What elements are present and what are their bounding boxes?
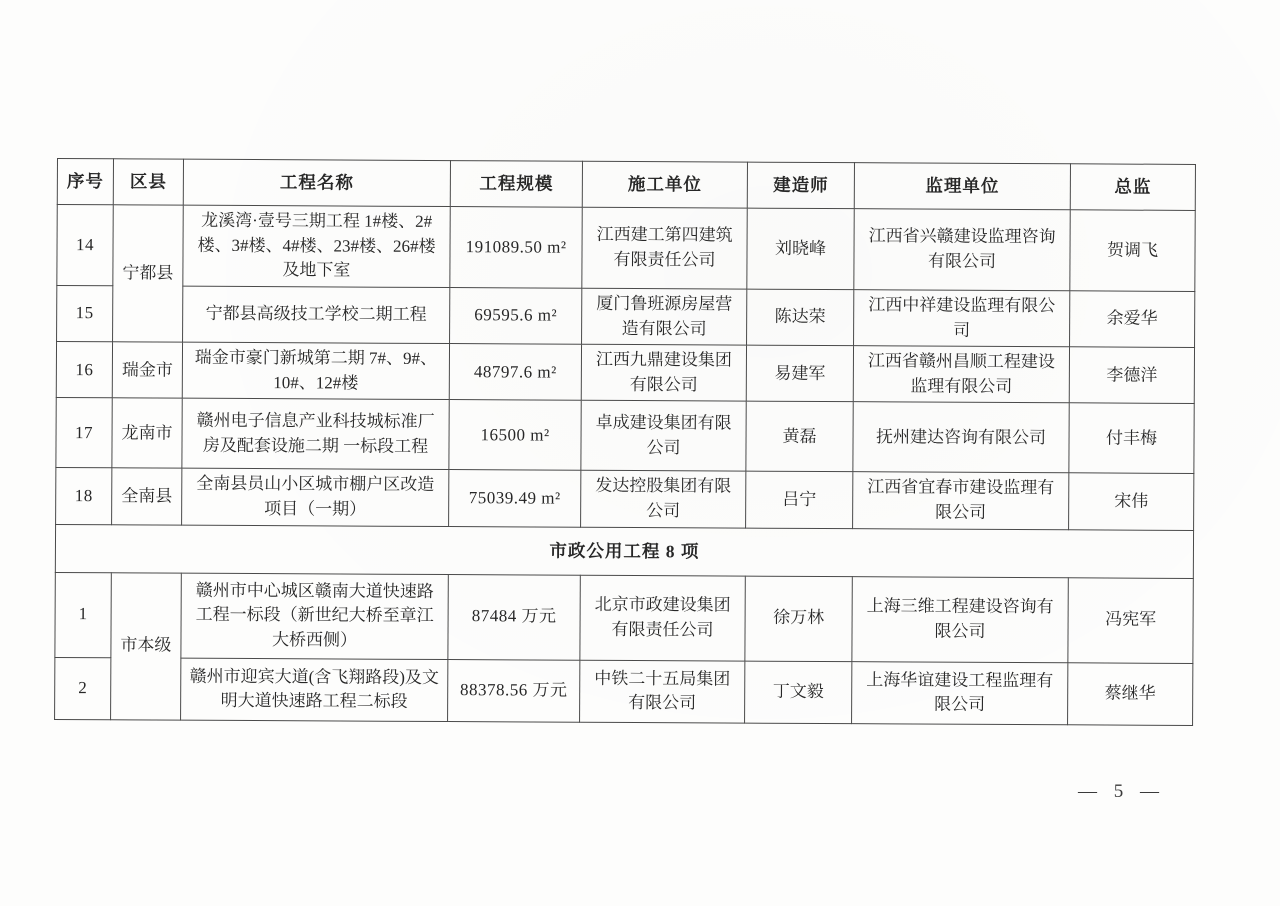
section-divider-label: 市政公用工程 8 项	[55, 524, 1193, 578]
cell-supervisor: 上海华谊建设工程监理有限公司	[852, 661, 1068, 724]
cell-supervisor: 上海三维工程建设咨询有限公司	[852, 576, 1068, 662]
cell-builder: 吕宁	[746, 472, 853, 529]
cell-no: 1	[55, 572, 111, 657]
table-row	[56, 342, 1194, 404]
projects-table	[54, 158, 1197, 726]
header-builder: 建造师	[747, 162, 854, 209]
cell-scale: 48797.6 m²	[449, 344, 581, 401]
cell-scale: 88378.56 万元	[448, 659, 580, 722]
cell-district: 龙南市	[112, 398, 182, 468]
cell-chief: 宋伟	[1069, 473, 1194, 530]
header-contractor: 施工单位	[582, 161, 747, 208]
page-number: — 5 —	[1078, 781, 1165, 802]
cell-builder: 丁文毅	[745, 661, 852, 724]
cell-project-name: 赣州电子信息产业科技城标准厂房及配套设施二期 一标段工程	[182, 399, 449, 470]
cell-contractor: 中铁二十五局集团有限公司	[580, 660, 745, 723]
table-row	[55, 657, 1193, 725]
cell-no: 15	[57, 285, 113, 342]
cell-builder: 刘晓峰	[747, 208, 854, 289]
cell-supervisor: 抚州建达咨询有限公司	[853, 402, 1069, 473]
cell-scale: 87484 万元	[448, 574, 580, 660]
header-project-name: 工程名称	[183, 159, 450, 206]
cell-builder: 黄磊	[746, 402, 853, 473]
cell-contractor: 发达控股集团有限公司	[581, 471, 746, 528]
cell-contractor: 厦门鲁班源房屋营造有限公司	[582, 288, 747, 345]
cell-chief: 付丰梅	[1069, 403, 1194, 474]
table-row	[56, 468, 1194, 530]
cell-contractor: 北京市政建设集团有限责任公司	[580, 575, 745, 661]
section-divider-row	[55, 524, 1193, 578]
cell-chief: 余爱华	[1070, 291, 1195, 348]
cell-chief: 李德洋	[1069, 347, 1194, 404]
header-row	[57, 159, 1195, 211]
table-row	[57, 205, 1195, 292]
cell-project-name: 瑞金市豪门新城第二期 7#、9#、10#、12#楼	[182, 342, 449, 400]
header-no: 序号	[57, 159, 113, 205]
cell-district: 全南县	[112, 468, 182, 525]
cell-district: 瑞金市	[112, 342, 182, 399]
header-supervisor: 监理单位	[854, 163, 1070, 210]
cell-supervisor: 江西省宜春市建设监理有限公司	[853, 472, 1069, 529]
header-district: 区县	[113, 159, 183, 205]
cell-scale: 69595.6 m²	[450, 287, 582, 344]
cell-chief: 蔡继华	[1068, 663, 1193, 726]
cell-contractor: 江西九鼎建设集团有限公司	[581, 344, 746, 401]
header-scale: 工程规模	[450, 161, 582, 208]
cell-builder: 易建军	[746, 345, 853, 402]
cell-project-name: 全南县员山小区城市棚户区改造项目（一期）	[182, 469, 449, 527]
table-row	[55, 572, 1193, 663]
header-chief: 总监	[1070, 164, 1195, 211]
cell-no: 17	[56, 398, 112, 468]
cell-builder: 徐万林	[745, 576, 852, 662]
cell-chief: 贺调飞	[1070, 210, 1195, 292]
cell-no: 2	[55, 657, 111, 719]
cell-builder: 陈达荣	[747, 289, 854, 346]
cell-scale: 16500 m²	[449, 400, 581, 471]
cell-contractor: 卓成建设集团有限公司	[581, 401, 746, 472]
cell-project-name: 赣州市中心城区赣南大道快速路工程一标段（新世纪大桥至章江大桥西侧）	[181, 573, 448, 659]
cell-scale: 75039.49 m²	[449, 470, 581, 527]
cell-project-name: 赣州市迎宾大道(含飞翔路段)及文明大道快速路工程二标段	[181, 658, 448, 721]
cell-no: 14	[57, 205, 113, 286]
cell-contractor: 江西建工第四建筑有限责任公司	[582, 207, 747, 289]
cell-project-name: 龙溪湾·壹号三期工程 1#楼、2#楼、3#楼、4#楼、23#楼、26#楼及地下室	[183, 205, 450, 287]
cell-district: 宁都县	[113, 205, 184, 343]
cell-supervisor: 江西省兴赣建设监理咨询有限公司	[854, 209, 1070, 291]
cell-supervisor: 江西省赣州昌顺工程建设监理有限公司	[853, 346, 1069, 403]
cell-district: 市本级	[111, 573, 182, 720]
cell-no: 18	[56, 468, 112, 525]
cell-supervisor: 江西中祥建设监理有限公司	[854, 290, 1070, 347]
table-row	[57, 285, 1195, 347]
cell-chief: 冯宪军	[1068, 578, 1193, 664]
cell-project-name: 宁都县高级技工学校二期工程	[183, 286, 450, 344]
projects-table-grid	[54, 158, 1196, 726]
cell-scale: 191089.50 m²	[450, 207, 582, 289]
table-row	[56, 398, 1194, 474]
cell-no: 16	[56, 342, 112, 399]
